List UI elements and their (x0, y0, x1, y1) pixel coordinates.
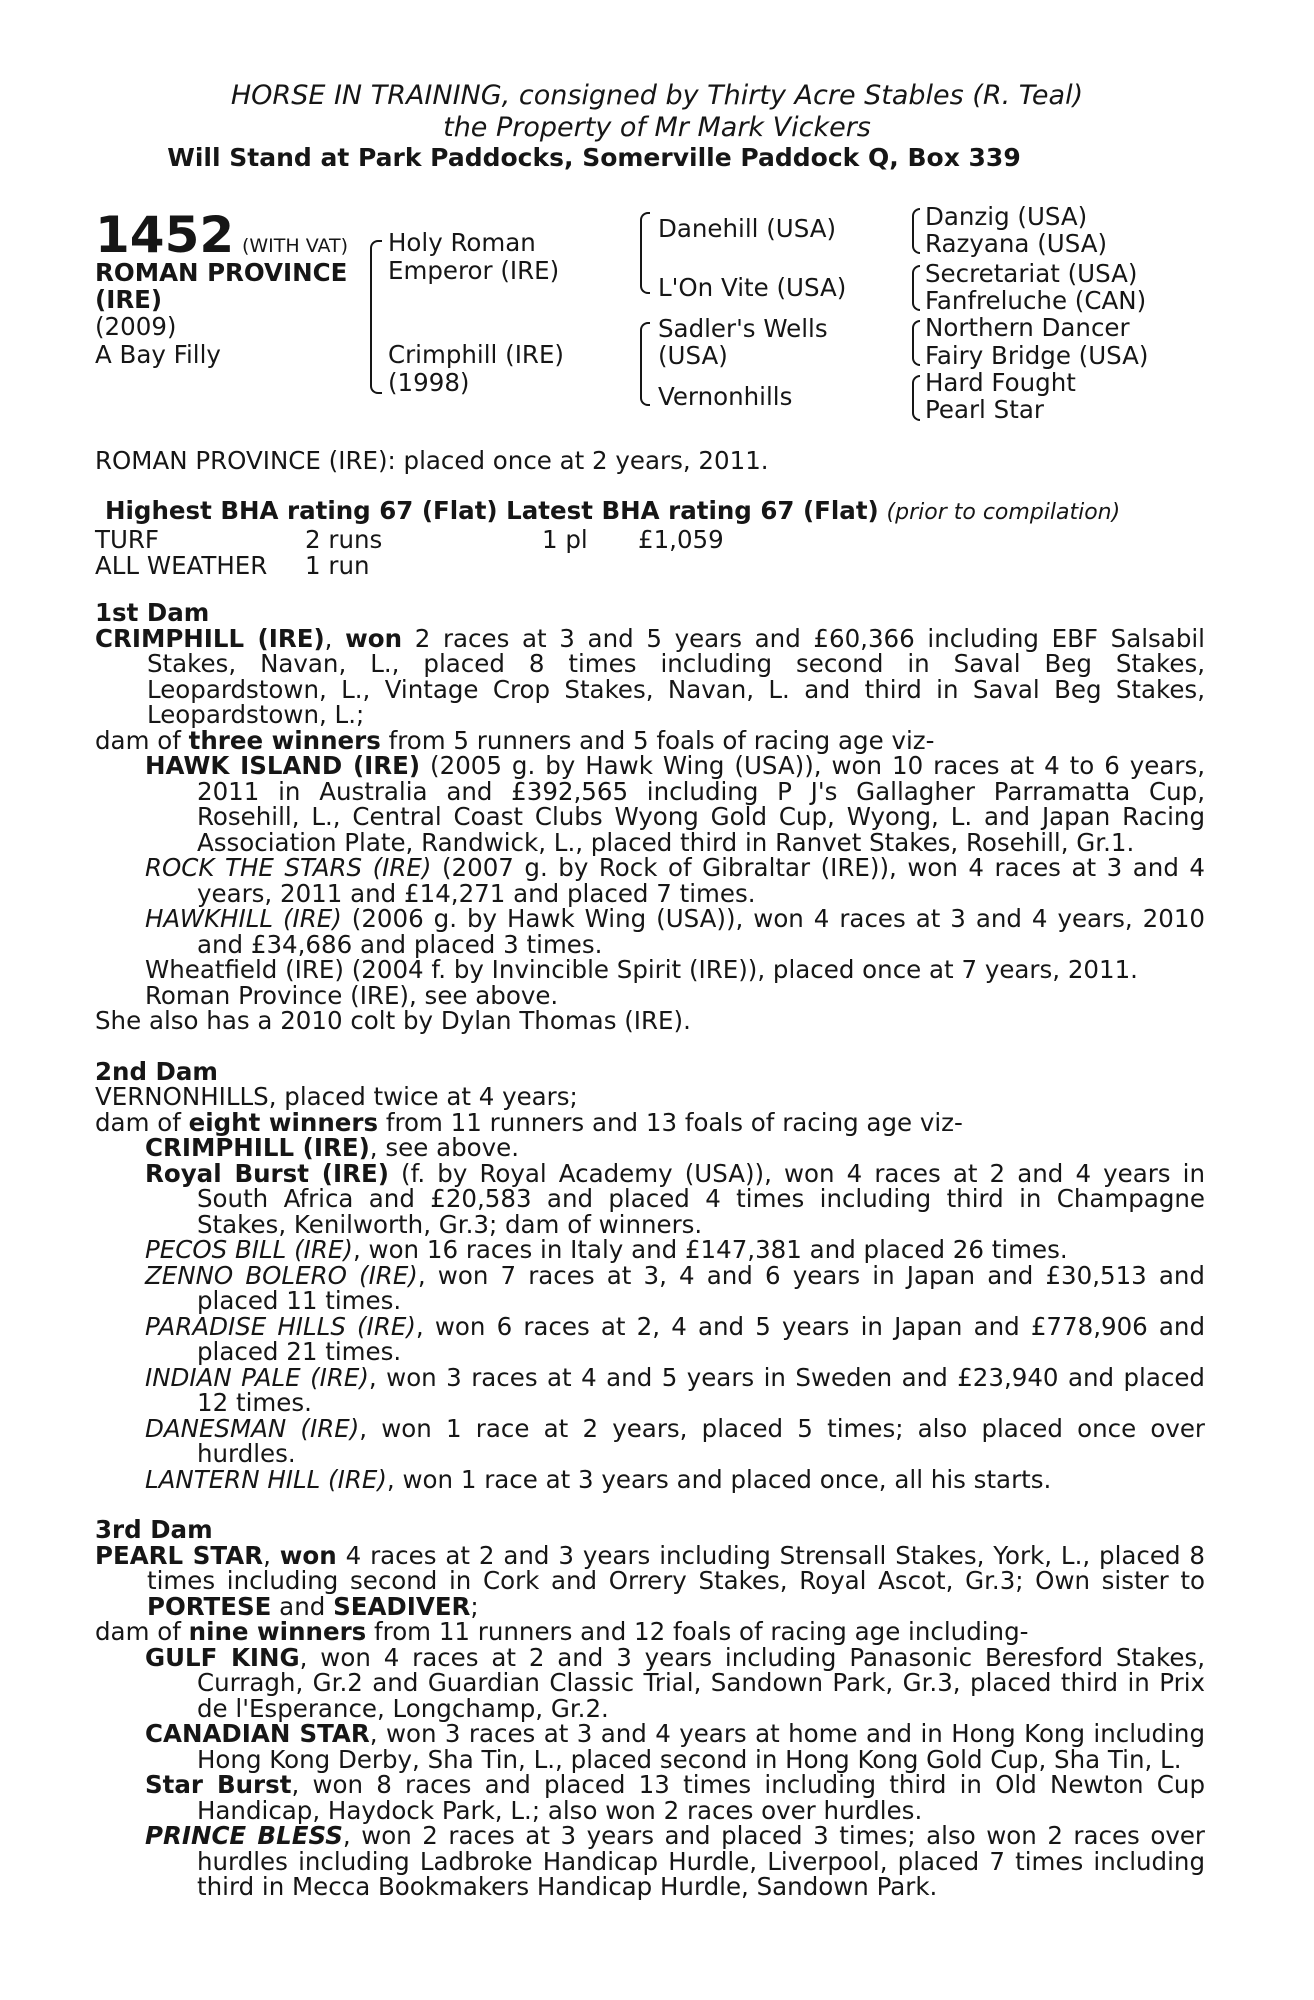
turf-prize: £1,059 (638, 525, 724, 554)
sire-name-cont: Emperor (IRE) (388, 256, 560, 285)
bha-rating-line (105, 498, 1120, 526)
ggp-brace-1a (912, 208, 920, 232)
second-dam-foal-6: INDIAN PALE (IRE), won 3 races at 4 and 5 years in Sweden and £23,940 and placed 12 times. (145, 1362, 1205, 1417)
lot-number: 1452 (95, 206, 235, 264)
lot-number-block (95, 206, 349, 264)
third-dam-foal-4: PRINCE BLESS, won 2 races at 3 years and placed 3 times; also won 2 races over hurdles including Ladbroke Handicap Hurdle, Liverpool, placed 7 times including third in Mecca Bookmakers Handicap Hurdle, Sandown Park. (145, 1821, 1205, 1901)
ggp-6: Fairy Bridge (USA) (925, 341, 1149, 370)
owner-line: the Property of Mr Mark Vickers (443, 112, 871, 143)
dam-sire: Sadler's Wells (658, 314, 828, 343)
aw-runs: 1 run (305, 551, 370, 580)
third-dam-produce: dam of nine winners from 11 runners and 12 foals of racing age including- (95, 1617, 1029, 1646)
first-dam-heading: 1st Dam (95, 598, 210, 627)
horse-description: A Bay Filly (95, 340, 221, 369)
ggp-3: Secretariat (USA) (925, 259, 1138, 288)
second-dam-foal-4: ZENNO BOLERO (IRE), won 7 races at 3, 4 and 6 years in Japan and £30,513 and placed 11 times. (145, 1260, 1205, 1315)
sire-sire: Danehill (USA) (658, 214, 837, 243)
first-dam-foal-1: HAWK ISLAND (IRE) (2005 g. by Hawk Wing (USA)), won 10 races at 4 to 6 years, 2011 in Australia and £392,565 including P J's Gallagher Parramatta Cup, Rosehill, L., Central Coast Clubs Wyong Gold Cup, Wyong, L. and Japan Racing Association Plate, Randwick, L., placed third in Ranvet Stakes, Rosehill, Gr.1. (145, 751, 1205, 857)
ggp-2: Razyana (USA) (925, 229, 1108, 258)
first-dam-record: CRIMPHILL (IRE), won 2 races at 3 and 5 years and £60,366 including EBF Salsabil Stakes, Navan, L., placed 8 times including second in Saval Beg Stakes, Leopardstown, L., Vintage Crop Stakes, Navan, L. and third in Saval Beg Stakes, Leopardstown, L.; (95, 623, 1205, 729)
ggp-5: Northern Dancer (925, 313, 1130, 342)
second-dam-foal-3: PECOS BILL (IRE), won 16 races in Italy and £147,381 and placed 26 times. (145, 1235, 1068, 1264)
dam-brace-bottom (640, 362, 650, 406)
third-dam-foal-2: CANADIAN STAR, won 3 races at 3 and 4 years at home and in Hong Kong including Hong Kong Derby, Sha Tin, L., placed second in Hong Kong Gold Cup, Sha Tin, L. (145, 1719, 1205, 1774)
ggp-brace-1b (912, 230, 920, 254)
ggp-brace-2a (912, 265, 920, 289)
turf-runs: 2 runs (305, 525, 383, 554)
turf-label: TURF (95, 525, 160, 554)
race-summary: ROMAN PROVINCE (IRE): placed once at 2 years, 2011. (95, 446, 769, 475)
pedigree-brace-top (370, 240, 382, 322)
aw-label: ALL WEATHER (95, 551, 268, 580)
sire-name: Holy Roman (388, 228, 536, 257)
first-dam-section (95, 600, 1205, 1034)
stand-location-line: Will Stand at Park Paddocks, Somerville Paddock Q, Box 339 (167, 143, 1021, 172)
foaling-year: (2009) (95, 312, 177, 341)
first-dam-foal-5: Roman Province (IRE), see above. (145, 980, 559, 1010)
third-dam-section (95, 1517, 1205, 1900)
dam-year: (1998) (388, 368, 470, 397)
third-dam-foal-1: GULF KING, won 4 races at 2 and 3 years including Panasonic Beresford Stakes, Curragh, Gr.2 and Guardian Classic Trial, Sandown Park, Gr.3, placed third in Prix de l'Esperance, Longchamp, Gr.2. (145, 1642, 1205, 1723)
dam-sire-cont: (USA) (658, 341, 728, 370)
second-dam-produce: dam of eight winners from 11 runners and 13 foals of racing age viz- (95, 1107, 963, 1137)
horse-name: ROMAN PROVINCE (95, 258, 348, 287)
consignor-line: HORSE IN TRAINING, consigned by Thirty Acre Stables (R. Teal) (230, 80, 1084, 111)
dam-brace-top (640, 322, 650, 364)
ggp-brace-3a (912, 320, 920, 344)
second-dam-section (95, 1056, 1206, 1494)
third-dam-record: PEARL STAR, won 4 races at 2 and 3 years including Strensall Stakes, York, L., placed 8 times including second in Cork and Orrery Stakes, Royal Ascot, Gr.3; Own sister to PORTESE and SEADIVER; (95, 1540, 1206, 1621)
first-dam-foal-2: ROCK THE STARS (IRE) (2007 g. by Rock of Gibraltar (IRE)), won 4 races at 3 and 4 years, 2011 and £14,271 and placed 7 times. (145, 853, 1205, 908)
first-dam-foal-4: Wheatfield (IRE) (2004 f. by Invincible Spirit (IRE)), placed once at 7 years, 2011. (145, 955, 1138, 984)
second-dam-foal-8: LANTERN HILL (IRE), won 1 race at 3 years and placed once, all his starts. (145, 1464, 1052, 1494)
first-dam-foal-3: HAWKHILL (IRE) (2006 g. by Hawk Wing (USA)), won 4 races at 3 and 4 years, 2010 and £34,686 and placed 3 times. (145, 904, 1206, 959)
rating-note: (prior to compilation) (886, 500, 1121, 525)
sire-brace-top (640, 212, 650, 254)
dam-dam: Vernonhills (658, 382, 793, 411)
family-sections (95, 600, 1205, 1900)
ggp-brace-2b (912, 287, 920, 311)
bha-rating: Highest BHA rating 67 (Flat) Latest BHA rating 67 (Flat) (105, 496, 879, 525)
third-dam-foal-3: Star Burst, won 8 races and placed 13 times including third in Old Newton Cup Handicap, Haydock Park, L.; also won 2 races over hurdles. (145, 1770, 1205, 1825)
sire-brace-bottom (640, 252, 650, 294)
sire-dam: L'On Vite (USA) (658, 273, 847, 302)
third-dam-heading: 3rd Dam (95, 1515, 213, 1544)
second-dam-record: VERNONHILLS, placed twice at 4 years; (95, 1082, 578, 1111)
first-dam-note: She also has a 2010 colt by Dylan Thomas (IRE). (95, 1006, 691, 1035)
dam-name: Crimphill (IRE) (388, 340, 564, 369)
second-dam-foal-5: PARADISE HILLS (IRE), won 6 races at 2, 4 and 5 years in Japan and £778,906 and placed 21 times. (145, 1311, 1206, 1366)
ggp-brace-4b (912, 397, 920, 421)
ggp-4: Fanfreluche (CAN) (925, 286, 1147, 315)
ggp-1: Danzig (USA) (925, 202, 1088, 231)
second-dam-foal-2: Royal Burst (IRE) (f. by Royal Academy (USA)), won 4 races at 2 and 4 years in South Africa and £20,583 and placed 4 times including third in Champagne Stakes, Kenilworth, Gr.3; dam of winners. (145, 1158, 1205, 1239)
vat-label: (WITH VAT) (241, 235, 349, 257)
second-dam-foal-7: DANESMAN (IRE), won 1 race at 2 years, placed 5 times; also placed once over hurdles. (145, 1413, 1206, 1468)
second-dam-foal-1: CRIMPHILL (IRE), see above. (145, 1133, 519, 1162)
ggp-brace-3b (912, 342, 920, 366)
pedigree-brace-bottom (370, 320, 382, 394)
ggp-8: Pearl Star (925, 395, 1044, 424)
horse-name-suffix: (IRE) (95, 285, 163, 314)
turf-placed: 1 pl (542, 525, 588, 554)
ggp-7: Hard Fought (925, 368, 1076, 397)
first-dam-produce: dam of three winners from 5 runners and 5 foals of racing age viz- (95, 725, 935, 755)
ggp-brace-4a (912, 375, 920, 399)
second-dam-heading: 2nd Dam (95, 1056, 218, 1086)
